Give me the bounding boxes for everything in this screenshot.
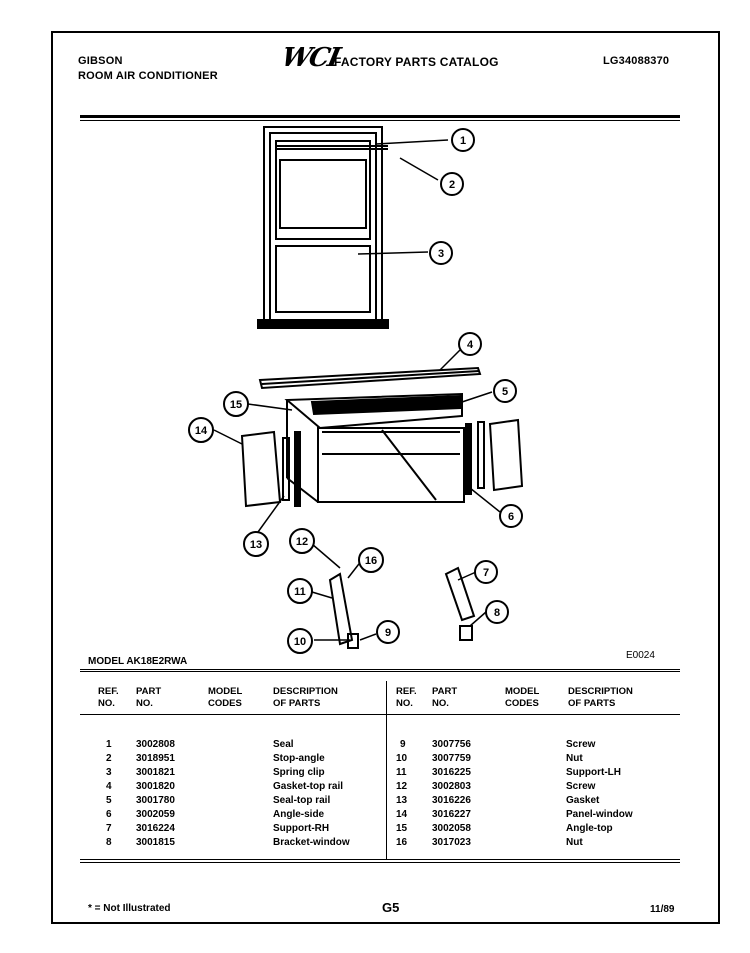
callout-1	[452, 129, 474, 151]
callout-3	[430, 242, 452, 264]
leader-lines	[214, 140, 500, 640]
callout-label: 3	[437, 248, 445, 260]
catalog-title: FACTORY PARTS CATALOG	[334, 55, 499, 69]
callout-label: 2	[448, 179, 456, 191]
table-header-rule	[80, 714, 680, 715]
footer-date: 11/89	[650, 904, 675, 915]
callout-5	[494, 380, 516, 402]
callout-16	[359, 548, 383, 572]
callout-label: 12	[295, 536, 309, 548]
page-number: G5	[382, 900, 400, 915]
callout-14	[189, 418, 213, 442]
header-ref-no-right: REF. NO.	[396, 686, 417, 709]
product-name: ROOM AIR CONDITIONER	[78, 70, 218, 82]
callout-13	[244, 532, 268, 556]
header-description-left: DESCRIPTION OF PARTS	[273, 686, 338, 709]
callout-label: 6	[507, 511, 515, 523]
callout-label: 10	[293, 636, 307, 648]
callout-label: 16	[364, 555, 378, 567]
callout-10	[288, 629, 312, 653]
callout-label: 14	[194, 425, 208, 437]
table-bottom-rule	[80, 859, 680, 860]
callout-9	[377, 621, 399, 643]
callout-label: 11	[294, 586, 306, 598]
callout-label: 7	[482, 567, 490, 579]
callout-6	[500, 505, 522, 527]
callout-4	[459, 333, 481, 355]
callout-label: 9	[384, 627, 392, 639]
callout-15	[224, 392, 248, 416]
callout-label: 5	[501, 386, 509, 398]
parts-catalog-page: GIBSON ROOM AIR CONDITIONER WCI FACTORY PARTS CATALOG LG34088370 1 2 3 4 5 6 7 8 9 10 11 12 13 14 15 16 MODEL AK18E2RWA E0024 REF. NO. PART NO. MODEL CODES DESCRIPTION OF PARTS REF. NO. PART NO. MODEL CODES DESCRIPTION OF PARTS 1 3002808 Seal 2 3018951 Stop-angle 3 3001821 Spring clip 4 3001820 Gasket-top rail 5 3001780 Seal-top rail 6 3002059 Angle-side 7 3016224 Support-RH 8 3001815 Bracket-window 9 3007756 Screw 10 3007759 Nut 11 3016225 Support-LH 12 3002803 Screw 13 3016226 Gasket 14 3016227 Panel-window 15 3002058 Angle-top 16 3017023 Nut * = Not Illustrated G5 11/89	[0, 0, 750, 953]
diagram-code: E0024	[626, 650, 655, 661]
header-description-right: DESCRIPTION OF PARTS	[568, 686, 633, 709]
header-part-no-left: PART NO.	[136, 686, 162, 709]
callout-12	[290, 529, 314, 553]
cabinet-drawing	[287, 394, 464, 502]
window-panel-drawing	[258, 127, 388, 328]
callout-label: 13	[249, 539, 263, 551]
callout-2	[441, 173, 463, 195]
left-panel-drawing	[242, 432, 300, 506]
catalog-number: LG34088370	[603, 55, 670, 67]
brand-name: GIBSON	[78, 55, 123, 67]
table-top-rule-2	[80, 671, 680, 672]
callout-7	[475, 561, 497, 583]
footer-note: * = Not Illustrated	[88, 903, 171, 914]
callout-label: 8	[493, 607, 501, 619]
table-top-rule	[80, 669, 680, 670]
table-bottom-rule-2	[80, 862, 680, 863]
header-model-codes-left: MODEL CODES	[208, 686, 243, 709]
wci-logo: WCI	[278, 43, 342, 73]
header-ref-no-left: REF. NO.	[98, 686, 119, 709]
model-line: MODEL AK18E2RWA	[88, 656, 188, 667]
callout-label: 1	[459, 135, 467, 147]
callout-8	[486, 601, 508, 623]
callout-label: 4	[466, 339, 474, 351]
header-model-codes-right: MODEL CODES	[505, 686, 540, 709]
callout-label: 15	[229, 399, 243, 411]
right-panel-drawing	[466, 420, 522, 494]
left-support-drawing	[330, 574, 358, 648]
top-rail-drawing	[260, 368, 480, 388]
callout-11	[288, 579, 312, 603]
column-separator	[386, 681, 387, 859]
header-part-no-right: PART NO.	[432, 686, 458, 709]
